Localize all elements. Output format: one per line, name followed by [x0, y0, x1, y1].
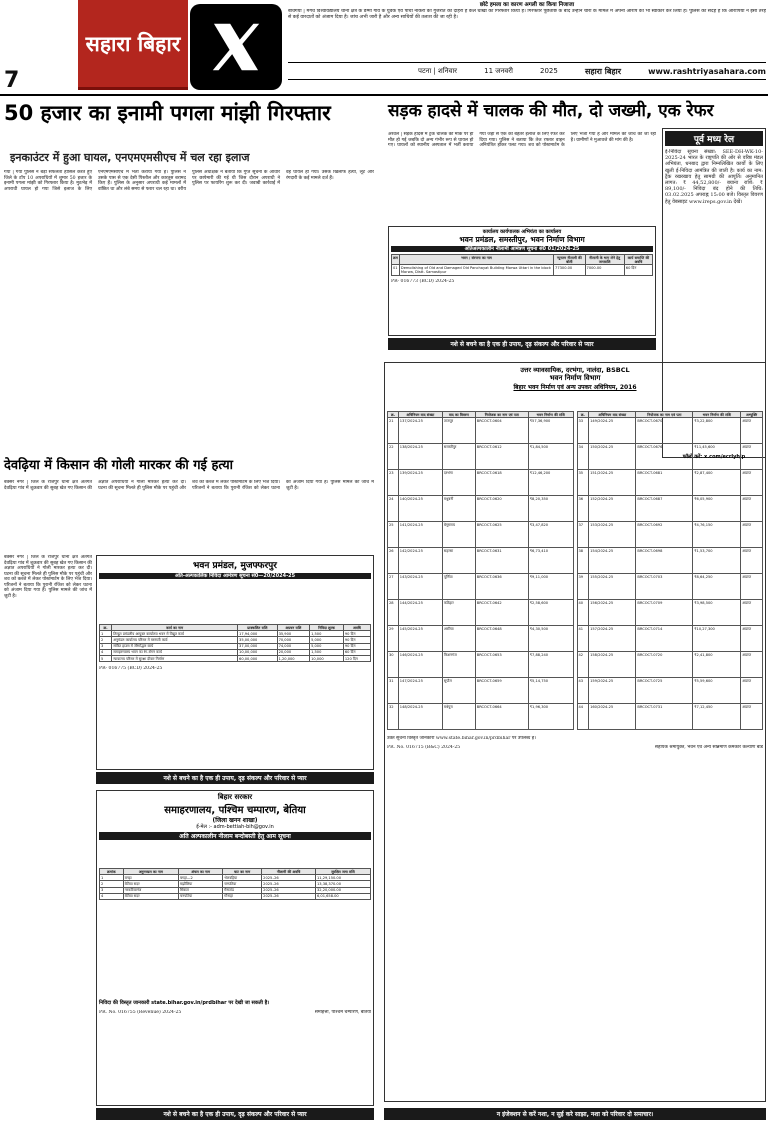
table-cell: 144/2024-25: [398, 600, 442, 626]
side-column-text: बक्सर नगर | जिले के राजपुर थाना क्षेत्र अंतर्गत देवढ़िया गांव में शुक्रवार की सुबह खेत गए किसान की अज्ञात अपराधियों ने गोली मारकर हत्या कर दी। घटना की सूचना मिलते ही पुलिस मौके पर पहुंची और शव को कब्जे में लेकर पोस्टमार्टम के लिए भेज दिया। परिजनों ने बताया कि पुरानी रंजिश को लेकर घटना को अंजाम दिया गया है। पुलिस मामले की जांच में जुटी है।: [4, 555, 92, 599]
table-cell: BRCOCT-0720: [636, 652, 693, 678]
table-cell: BRCOCT-0709: [636, 600, 693, 626]
t4-act: बिहार भवन निर्माण एवं अन्य उपकर अधिनियम, 2016: [513, 384, 637, 391]
table-row: [388, 522, 574, 548]
page-number: 7: [4, 68, 20, 93]
table-cell: ₹5,14,750: [528, 678, 573, 704]
table-cell: ₹6,05,900: [693, 496, 741, 522]
table-cell: 152/2024-25: [589, 496, 636, 522]
table-cell: ताजपुर: [442, 418, 475, 444]
table-cell: ₹7,88,240: [528, 652, 573, 678]
story1-headline: 50 हजार का इनामी पगला मांझी गिरफ्तार: [4, 101, 331, 125]
table-cell: BRCOCT-0714: [636, 626, 693, 652]
table-cell: 142/2024-25: [398, 548, 442, 574]
tender-bettiah: [96, 790, 374, 1106]
table-row: [388, 704, 574, 730]
table-cell: समस्तीपुर: [442, 444, 475, 470]
table-cell: 29: [388, 626, 399, 652]
table-row: 5 न्यायालय परिसर में सुरक्षा दीवार निर्माण 60,00,000 1,20,000 10,000 120 दिन: [100, 656, 371, 662]
t3-sub: (जिला खनन शाखा): [212, 817, 258, 824]
table-row: [577, 678, 763, 704]
t2-title: भवन प्रमंडल, मुजफ्फरपुर: [193, 561, 277, 571]
table-cell: BRCOCT-0636: [475, 574, 528, 600]
table-cell: BRCOCT-0604: [475, 418, 528, 444]
table-cell: ₹12,46,200: [528, 470, 573, 496]
table-cell: ₹57,36,900: [528, 418, 573, 444]
table-cell: 41: [577, 626, 589, 652]
table-cell: 137/2024-25: [398, 418, 442, 444]
table-row: 2 बेतिया सदर मझौलिया चनपटिया 2025–26 13,38,370.00: [100, 881, 371, 887]
table-cell: ₹2,87,400: [693, 470, 741, 496]
t4-table-left: क्र. अधिनियम वाद संख्या वाद का विवरण नियोजक का नाम एवं पता भवन निर्माण की राशि 21 137/2024-25 ताजपुर BRCOCT-0604 ₹57,36,900 22 138/2024-25 समस्तीपुर BRCOCT-0612 ₹1,84,500 23 139/2024-25 दरभंगा BRCOCT-0618 ₹12,46,200 24 140/2024-25 मधुबनी BRCOCT-0620 ₹8,20,350 25 141/2024-25 बेगूसराय BRCOCT-0625 ₹3,47,820 26 142/2024-25 सहरसा BRCOCT-0631 ₹6,73,410 27 143/2024-25 पूर्णिया BRCOCT-0636 ₹9,11,000 28 144/2024-25 कटिहार BRCOCT-0642 ₹2,58,600 29 145/2024-25 अररिया BRCOCT-0648 ₹4,30,500 30 146/2024-25 किशनगंज BRCOCT-0653 ₹7,88,240 31 147/2024-25 सुपौल BRCOCT-0659 ₹5,14,750 32 148/2024-25 मधेपुरा BRCOCT-0664 ₹1,96,300: [387, 411, 574, 730]
t3-email[interactable]: ई-मेल :- adm-bettiah-bih@gov.in: [196, 824, 274, 830]
t3-signed: समाहर्त्ता, पश्चिम चम्पारण, बेतिया: [314, 1010, 371, 1016]
table-cell: अप्राप्त: [741, 470, 763, 496]
t4-footer: न इंजेक्शन से करें नशा, न सुई करे साझा, नशा को परिवार दो समाचार।: [384, 1108, 766, 1120]
table-cell: 151/2024-25: [589, 470, 636, 496]
t3-title: समाहरणालय, पश्चिम चम्पारण, बेतिया: [164, 805, 306, 816]
table-cell: 153/2024-25: [589, 522, 636, 548]
table-row: [577, 470, 763, 496]
table-cell: 155/2024-25: [589, 574, 636, 600]
table-cell: 150/2024-25: [589, 444, 636, 470]
table-cell: 28: [388, 600, 399, 626]
table-cell: अप्राप्त: [741, 600, 763, 626]
t3-pr: PR. No. 016755 (Revenue) 2024-25: [99, 1010, 182, 1016]
table-cell: BRCOCT-0659: [475, 678, 528, 704]
table-row: [388, 626, 574, 652]
story3-headline: सड़क हादसे में चालक की मौत, दो जख्मी, एक रेफर: [388, 101, 714, 121]
table-cell: BRCOCT-0664: [475, 704, 528, 730]
table-cell: अप्राप्त: [741, 496, 763, 522]
table-cell: 141/2024-25: [398, 522, 442, 548]
table-cell: ₹3,98,500: [693, 600, 741, 626]
table-cell: ₹4,76,150: [693, 522, 741, 548]
masthead-strip: [288, 62, 766, 80]
table-row: [577, 418, 763, 444]
t1-notice: अतिअल्पकालीन नीलामी आमंत्रण सूचना सं0 01/2024-25: [391, 246, 653, 252]
table-cell: BRCOCT-0687: [636, 496, 693, 522]
table-row: [388, 470, 574, 496]
table-cell: BRCOCT-0725: [636, 678, 693, 704]
table-cell: ₹6,73,410: [528, 548, 573, 574]
city-day: पटना | शनिवार: [418, 66, 458, 75]
table-cell: 32: [388, 704, 399, 730]
table-cell: BRCOCT-0676: [636, 444, 693, 470]
table-cell: 26: [388, 548, 399, 574]
t2-pr: PR- 016775 (BCD) 2024-25: [99, 666, 163, 672]
table-cell: अररिया: [442, 626, 475, 652]
table-cell: ₹1,53,700: [693, 548, 741, 574]
table-cell: अप्राप्त: [741, 574, 763, 600]
t1-footer: नशे से बचने का है एक ही उपाय, दृढ़ संकल्प और परिवार से प्यार: [388, 338, 656, 350]
table-cell: ₹1,96,300: [528, 704, 573, 730]
t3-gov: बिहार सरकार: [217, 793, 253, 801]
logo-text: सहारा बिहार: [85, 31, 181, 56]
table-cell: ₹8,64,250: [693, 574, 741, 600]
table-cell: 147/2024-25: [398, 678, 442, 704]
table-row: [577, 600, 763, 626]
t1-title: भवन प्रमंडल, समस्तीपुर, भवन निर्माण विभाग: [459, 235, 585, 244]
table-row: [388, 652, 574, 678]
table-cell: 37: [577, 522, 589, 548]
table-row: [388, 444, 574, 470]
t2-footer: नशे से बचने का है एक ही उपाय, दृढ़ संकल्प और परिवार से प्यार: [96, 772, 374, 784]
table-cell: दरभंगा: [442, 470, 475, 496]
table-cell: BRCOCT-0631: [475, 548, 528, 574]
railway-title: पूर्व मध्य रेल: [665, 131, 763, 146]
x-icon: [207, 18, 265, 76]
table-cell: 33: [577, 418, 589, 444]
table-cell: 34: [577, 444, 589, 470]
table-cell: 40: [577, 600, 589, 626]
table-cell: BRCOCT-0670: [636, 418, 693, 444]
banner-title: छोटे हमला का कारण अगली का किया निजाजा: [479, 2, 575, 8]
table-cell: BRCOCT-0731: [636, 704, 693, 730]
t4-signed: सहायक श्रमायुक्त, भवन एवं अन्य सन्निर्माण कर्मकार कल्याण बोर्ड: [654, 744, 763, 750]
top-news-banner: [288, 0, 766, 58]
table-row: [388, 418, 574, 444]
table-cell: 30: [388, 652, 399, 678]
t4-sub: भवन निर्माण विभाग: [549, 374, 601, 382]
table-cell: 31: [388, 678, 399, 704]
table-cell: किशनगंज: [442, 652, 475, 678]
table-row: 1 बगहा बगहा—2 भेलवहिया 2025–26 11,29,150.00: [100, 875, 371, 881]
year: 2025: [540, 67, 558, 75]
table-cell: कटिहार: [442, 600, 475, 626]
table-row: [388, 678, 574, 704]
table-cell: सुपौल: [442, 678, 475, 704]
story2-body: बक्सर नगर | जिले के राजपुर थाना क्षेत्र अंतर्गत देवढ़िया गांव में शुक्रवार की सुबह खेत गए किसान की अज्ञात अपराधियों ने गोली मारकर हत्या कर दी। घटना की सूचना मिलते ही पुलिस मौके पर पहुंची और शव को कब्जे में लेकर पोस्टमार्टम के लिए भेज दिया। परिजनों ने बताया कि पुरानी रंजिश को लेकर घटना को अंजाम दिया गया है। पुलिस मामले की जांच में जुटी है।: [4, 480, 374, 491]
table-cell: 36: [577, 496, 589, 522]
table-cell: अप्राप्त: [741, 678, 763, 704]
table-cell: 145/2024-25: [398, 626, 442, 652]
table-cell: 21: [388, 418, 399, 444]
table-row: [388, 548, 574, 574]
t3-link[interactable]: निविदा की विस्तृत जानकारी state.bihar.gov.in/prdbihar पर देखी जा सकती है।: [99, 1000, 270, 1007]
table-cell: ₹2,58,600: [528, 600, 573, 626]
table-cell: 156/2024-25: [589, 600, 636, 626]
table-row: [577, 496, 763, 522]
t4-pr: PR. No. 016715 (B&C) 2024-25: [387, 744, 461, 750]
t3-footer: नशे से बचने का है एक ही उपाय, दृढ़ संकल्प और परिवार से प्यार: [96, 1108, 374, 1120]
table-row: [577, 522, 763, 548]
table-cell: अप्राप्त: [741, 704, 763, 730]
table-cell: 24: [388, 496, 399, 522]
tender-samastipur: [388, 226, 656, 336]
table-cell: अप्राप्त: [741, 652, 763, 678]
masthead-logo: [78, 0, 188, 90]
table-cell: 23: [388, 470, 399, 496]
table-cell: BRCOCT-0620: [475, 496, 528, 522]
small-logo: सहारा बिहार: [584, 66, 622, 76]
table-cell: 139/2024-25: [398, 470, 442, 496]
tender-labour: [384, 362, 766, 1102]
table-cell: ₹10,27,300: [693, 626, 741, 652]
table-cell: अप्राप्त: [741, 626, 763, 652]
table-cell: ₹4,30,500: [528, 626, 573, 652]
table-cell: 148/2024-25: [398, 704, 442, 730]
website-url[interactable]: www.rashtriyasahara.com: [648, 66, 766, 76]
date: 11 जनवरी: [484, 66, 513, 75]
table-cell: BRCOCT-0618: [475, 470, 528, 496]
table-cell: BRCOCT-0692: [636, 522, 693, 548]
table-cell: अप्राप्त: [741, 548, 763, 574]
table-row: 3 नरकटियागंज सिकटा मैनाटांड 2025–26 32,20,000.00: [100, 887, 371, 893]
t1-pr: PR- 016773 (BCD) 2024-25: [391, 278, 455, 284]
table-cell: अप्राप्त: [741, 444, 763, 470]
table-cell: ₹5,59,600: [693, 678, 741, 704]
story1-subhead: इनकाउंटर में हुआ घायल, एनएमएमसीएच में चल रहा इलाज: [10, 151, 250, 164]
table-cell: ₹11,45,600: [693, 444, 741, 470]
table-cell: ₹9,11,000: [528, 574, 573, 600]
story1-body: गया | गया पुलिस ने बड़ी सफलता हासिल करते हुए जिले के टॉप 10 अपराधियों में शुमार 50 हजार के इनामी पगला मांझी को गिरफ्तार किया है। मुठभेड़ में अपराधी घायल हो गया जिसे इलाज के लिए एनएमएमसीएच में भर्ती कराया गया है। पुलिस ने उसके पास से एक देसी पिस्तौल और कारतूस बरामद किए हैं। पुलिस के अनुसार अपराधी कई मामलों में वांछित था और लंबे समय से फरार चल रहा था। वरीय पुलिस अधीक्षक ने बताया कि गुप्त सूचना के आधार पर छापेमारी की गई थी जिस दौरान अपराधी ने पुलिस पर फायरिंग शुरू कर दी। जवाबी कार्रवाई में वह घायल हो गया। उसके खिलाफ हत्या, लूट और रंगदारी के कई मामले दर्ज हैं।: [4, 170, 374, 192]
table-cell: 22: [388, 444, 399, 470]
table-cell: बेगूसराय: [442, 522, 475, 548]
table-cell: 159/2024-25: [589, 678, 636, 704]
table-row: 2 अनुमंडल कार्यालय परिसर में मरम्मती कार्य 35,00,000 70,000 5,000 90 दिन: [100, 637, 371, 643]
table-cell: BRCOCT-0612: [475, 444, 528, 470]
table-row: [388, 496, 574, 522]
table-cell: BRCOCT-0698: [636, 548, 693, 574]
table-cell: ₹3,47,820: [528, 522, 573, 548]
table-cell: BRCOCT-0703: [636, 574, 693, 600]
table-cell: 44: [577, 704, 589, 730]
table-cell: 39: [577, 574, 589, 600]
table-cell: 43: [577, 678, 589, 704]
table-cell: पूर्णिया: [442, 574, 475, 600]
table-row: 01 Demolishing of Old and Damaged Old Panchayat Building Morwa Uttari in the block Morwa, Distt. Samastipur 77300.00 7000.00 60 दिन: [392, 265, 653, 275]
table-row: [388, 574, 574, 600]
table-cell: BRCOCT-0653: [475, 652, 528, 678]
t2-notice: अति-अल्पकालिक निविदा आमंत्रण सूचना सं0—20/2024-25: [99, 573, 371, 579]
t4-title: उत्तर व्यावसायिक, दरभंगा, नालंदा, BSBCL: [520, 366, 630, 374]
table-row: [577, 574, 763, 600]
table-row: [577, 548, 763, 574]
table-cell: ₹3,22,800: [693, 418, 741, 444]
t4-link[interactable]: उक्त सूचना विस्तृत जानकारी www.state.bihar.gov.in/prdbihar पर उपलब्ध है।: [387, 736, 536, 742]
table-cell: 160/2024-25: [589, 704, 636, 730]
table-row: 4 बेतिया सदर चनपटिया गौनाहा 2025–26 6,01,658.00: [100, 893, 371, 899]
x-logo: [190, 4, 282, 90]
table-cell: सहरसा: [442, 548, 475, 574]
table-cell: BRCOCT-0648: [475, 626, 528, 652]
table-cell: मधेपुरा: [442, 704, 475, 730]
table-cell: 146/2024-25: [398, 652, 442, 678]
table-cell: 140/2024-25: [398, 496, 442, 522]
table-row: [388, 600, 574, 626]
table-row: 4 समाहरणालय भवन का रंग-रोगन कार्य 10,00,000 20,000 1,500 60 दिन: [100, 649, 371, 655]
table-cell: BRCOCT-0642: [475, 600, 528, 626]
table-row: [577, 626, 763, 652]
railway-body: ई-निविदा सूचना संख्या: SEE-DH-WK-10-2025-24 भारत के राष्ट्रपति की ओर से वरिष्ठ मंडल अभियंता, धनबाद द्वारा निम्नलिखित कार्यों के लिए खुली ई-निविदा आमंत्रित की जाती है। कार्य का नाम: ट्रैक रखरखाव हेतु सामग्री की आपूर्ति। अनुमानित लागत: ₹ 44,52,800/- बयाना राशि: ₹ 89,100/- निविदा बंद होने की तिथि: 03.02.2025 अपराह्न 15:00 बजे। विस्तृत विवरण हेतु वेबसाइट www.ireps.gov.in देखें।: [665, 149, 763, 205]
story3-body: अरवल | सड़क हादसे में ट्रक चालक की मौके पर ही मौत हो गई जबकि दो अन्य गंभीर रूप से घायल हो गए। घायलों को स्थानीय अस्पताल में भर्ती कराया गया जहां से एक को बेहतर इलाज के लिए रेफर कर दिया गया। पुलिस ने बताया कि तेज रफ्तार वाहन अनियंत्रित होकर पलट गया। शव को पोस्टमार्टम के लिए भेजा गया है और मामले की जांच की जा रही है। ग्रामीणों ने मुआवजे की मांग की है।: [388, 132, 656, 148]
t3-notice: अति अल्पकालीन नीलाम बन्दोबस्ती हेतु आम सूचना: [99, 832, 371, 840]
table-cell: अप्राप्त: [741, 522, 763, 548]
table-cell: 25: [388, 522, 399, 548]
t1-table: क्रम भवन / संरचना का नाम न्यूनतम नीलामी की बोली नीलामी के भाग लेने हेतु जमाराशि कार्य समाप्ति की अवधि 01 Demolishing of Old and Damaged Old Panchayat Building Morwa Uttari in the block Morwa, Distt. Samastipur 77300.00 7000.00 60 दिन: [391, 254, 653, 276]
story2-headline: देवढ़िया में किसान की गोली मारकर की गई हत्या: [4, 458, 234, 473]
t2-table: क्र. कार्य का नाम प्राक्कलित राशि अग्रधन राशि निविदा शुल्क अवधि 1 तिरहुत प्रमंडलीय आयुक्त कार्यालय भवन में विद्युत कार्य 17,94,000 35,900 1,500 90 दिन 2 अनुमंडल कार्यालय परिसर में मरम्मती कार्य 35,00,000 70,000 5,000 90 दिन 3 सर्किट हाउस में जीर्णोद्धार कार्य 37,00,000 74,000 5,000 90 दिन 4 समाहरणालय भवन का रंग-रोगन कार्य 10,00,000 20,000 1,500 60 दिन 5 न्यायालय परिसर में सुरक्षा दीवार निर्माण 60,00,000 1,20,000 10,000 120 दिन: [99, 624, 371, 662]
table-row: 1 तिरहुत प्रमंडलीय आयुक्त कार्यालय भवन में विद्युत कार्य 17,94,000 35,900 1,500 90 दिन: [100, 631, 371, 637]
table-cell: ₹8,20,350: [528, 496, 573, 522]
table-row: [577, 652, 763, 678]
table-cell: 138/2024-25: [398, 444, 442, 470]
table-row: [577, 444, 763, 470]
table-cell: मधुबनी: [442, 496, 475, 522]
t3-table: क्रमांक अनुमण्डल का नाम अंचल का नाम घाट का नाम नीलामी की अवधि सुरक्षित जमा राशि 1 बगहा बगहा—2 भेलवहिया 2025–26 11,29,150.00 2 बेतिया सदर मझौलिया चनपटिया 2025–26 13,38,370.00 3 नरकटियागंज सिकटा मैनाटांड 2025–26 32,20,000.00 4 बेतिया सदर चनपटिया गौनाहा 2025–26 6,01,658.00: [99, 868, 371, 900]
table-cell: 27: [388, 574, 399, 600]
t4-table-right: क्र. अधिनियम वाद संख्या नियोजक का नाम एवं पता भवन निर्माण की राशि अभ्युक्ति 33 149/2024-25 BRCOCT-0670 ₹3,22,800 अप्राप्त 34 150/2024-25 BRCOCT-0676 ₹11,45,600 अप्राप्त 35 151/2024-25 BRCOCT-0681 ₹2,87,400 अप्राप्त 36 152/2024-25 BRCOCT-0687 ₹6,05,900 अप्राप्त 37 153/2024-25 BRCOCT-0692 ₹4,76,150 अप्राप्त 38 154/2024-25 BRCOCT-0698 ₹1,53,700 अप्राप्त 39 155/2024-25 BRCOCT-0703 ₹8,64,250 अप्राप्त 40 156/2024-25 BRCOCT-0709 ₹3,98,500 अप्राप्त 41 157/2024-25 BRCOCT-0714 ₹10,27,300 अप्राप्त 42 158/2024-25 BRCOCT-0720 ₹2,41,800 अप्राप्त 43 159/2024-25 BRCOCT-0725 ₹5,59,600 अप्राप्त 44 160/2024-25 BRCOCT-0731 ₹7,12,450 अप्राप्त: [577, 411, 764, 730]
table-cell: 158/2024-25: [589, 652, 636, 678]
table-cell: ₹7,12,450: [693, 704, 741, 730]
tender-muzaffarpur: [96, 555, 374, 770]
table-cell: ₹2,41,800: [693, 652, 741, 678]
table-cell: अप्राप्त: [741, 418, 763, 444]
table-cell: 35: [577, 470, 589, 496]
table-cell: 154/2024-25: [589, 548, 636, 574]
railway-follow[interactable]: फॉलो करें: x.com/ecrlyhjp: [682, 454, 746, 460]
table-cell: 38: [577, 548, 589, 574]
table-cell: 157/2024-25: [589, 626, 636, 652]
t1-dept: कार्यालय कार्यपालक अभियंता का कार्यालय: [482, 229, 562, 235]
table-row: [577, 704, 763, 730]
table-cell: 143/2024-25: [398, 574, 442, 600]
table-row: 3 सर्किट हाउस में जीर्णोद्धार कार्य 37,00,000 74,000 5,000 90 दिन: [100, 643, 371, 649]
table-cell: ₹1,84,500: [528, 444, 573, 470]
table-cell: BRCOCT-0625: [475, 522, 528, 548]
table-cell: 149/2024-25: [589, 418, 636, 444]
table-cell: BRCOCT-0681: [636, 470, 693, 496]
masthead-rule: [0, 94, 768, 96]
banner-text: बोधगया | मगध विश्वविद्यालय थाना क्षेत्र के डम्मा गांव के युवक एवं पांचों नौकरी को गुजरात का दोहरा है कल धोखा को गिरफ्तार किया है। गिरफ्तार पूछताछ के बाद उन्होंने चोरी के मामले में अपनी आरोप को भी स्वीकार कर लिया है। पुलिस को संदेह है कि आरोपियों ने इसी तरह से कई वारदातों को अंजाम दिया है। जांच अभी जारी है और अन्य साथियों की तलाश की जा रही है।: [288, 9, 766, 20]
table-cell: 42: [577, 652, 589, 678]
